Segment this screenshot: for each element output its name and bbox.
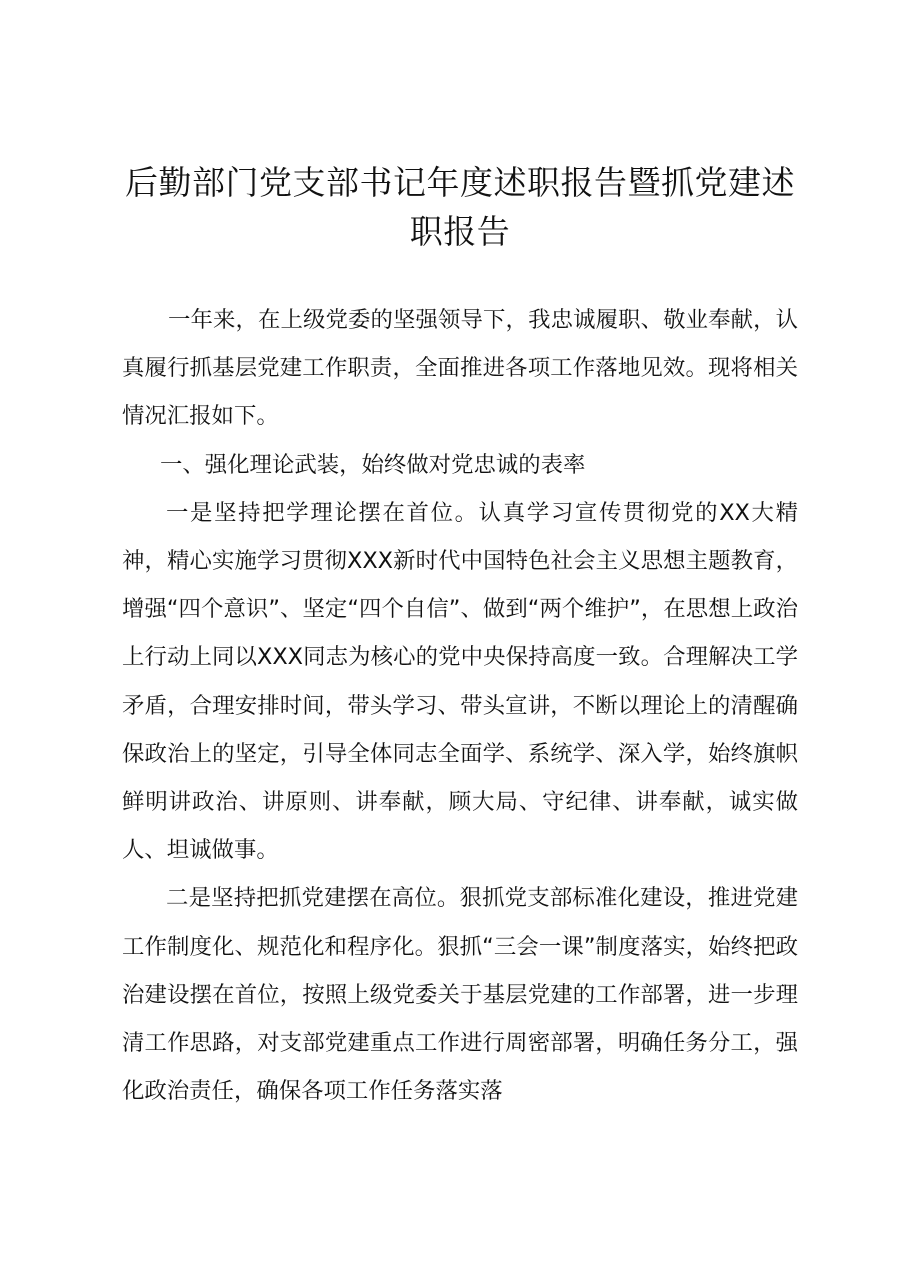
section-heading: 一、强化理论武装，始终做对党忠诚的表率 (160, 451, 586, 478)
document-title: 后勤部门党支部书记年度述职报告暨抓党建述职报告 (125, 163, 795, 251)
intro-paragraph: 一年来，在上级党委的坚强领导下，我忠诚履职、敬业奉献，认真履行抓基层党建工作职责，全面推进各项工作落地见效。现将相关情况汇报如下。 (122, 307, 798, 430)
body-paragraph: 二是坚持把抓党建摆在高位。狠抓党支部标准化建设，推进党建工作制度化、规范化和程序化。狠抓“三会一课”制度落实，始终把政治建设摆在首位，按照上级党委关于基层党建的工作部署，进一步理清工作思路，对支部党建重点工作进行周密部署，明确任务分工，强化政治责任，确保各项工作任务落实落 (122, 885, 798, 1105)
document-body (122, 296, 798, 1115)
body-paragraph: 一是坚持把学理论摆在首位。认真学习宣传贯彻党的XX大精神，精心实施学习贯彻XXX新时代中国特色社会主义思想主题教育，增强“四个意识”、坚定“四个自信”、做到“两个维护”，在思想上政治上行动上同以XXX同志为核心的党中央保持高度一致。合理解决工学矛盾，合理安排时间，带头学习、带头宣讲，不断以理论上的清醒确保政治上的坚定，引导全体同志全面学、系统学、深入学，始终旗帜鲜明讲政治、讲原则、讲奉献，顾大局、守纪律、讲奉献，诚实做人、坦诚做事。 (122, 499, 798, 864)
